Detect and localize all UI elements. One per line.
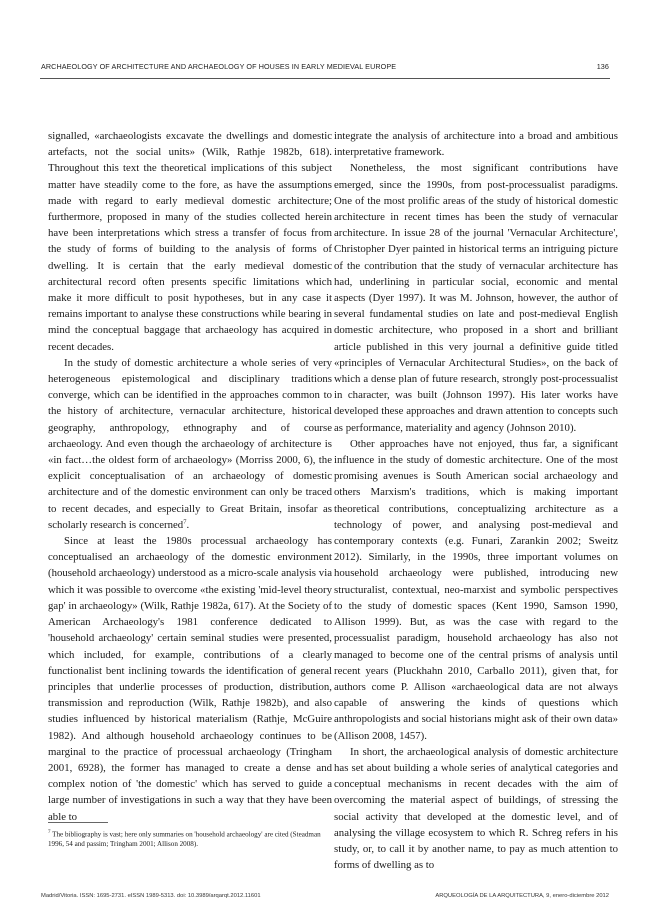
footnote <box>48 828 330 849</box>
footer-right: ARQUEOLOGÍA DE LA ARQUITECTURA, 9, enero-diciembre 2012 <box>435 893 609 899</box>
page-footer <box>41 893 609 903</box>
paragraph: Nonetheless, the most significant contributions have emerged, since the 1990s, from post-processualist paradigms. One of the most prolific areas of the study of historical domestic architecture in recent times has been the study of vernacular architecture. In issue 28 of the journal 'Vernacular Architecture', Christopher Dyer painted in historical terms an intriguing picture of the contribution that the study of vernacular architecture has had, underlining in particular social, economic and mental aspects (Dyer 1997). It was M. Johnson, however, the author of several fundamental studies on late and post-medieval English domestic architecture, who proposed in a short and brilliant article published in this very journal a definitive guide titled «principles of Vernacular Architectural Studies», on the back of which a dense plan of future research, strongly post-processualist in character, was built (Johnson 1997). His later works have developed these approaches and drawn attention to concepts such as performance, materiality and agency (Johnson 2010). <box>334 162 618 434</box>
footnote-rule <box>48 822 108 823</box>
paragraph: In short, the archaeological analysis of domestic architecture has set about building a whole series of analytical categories and conceptual mechanisms in recent decades with the aim of overcoming the material aspect of buildings, of stressing the social activity that developed at the domestic level, and of analysing the village ecosystem to which R. Schreg refers in his study, or, to call it by another name, to pay as much attention to forms of dwelling as to <box>334 745 618 872</box>
left-column <box>48 128 332 825</box>
footnote-text: The bibliography is vast; here only summaries on 'household archaeology' are cited (Steadman 1996, 54 and passim; Tringham 2001; Allison 2008). <box>48 830 321 849</box>
header-rule <box>40 78 610 79</box>
right-column <box>334 128 618 873</box>
paragraph: integrate the analysis of architecture into a broad and ambitious interpretative framework. <box>334 130 618 159</box>
running-title: ARCHAEOLOGY OF ARCHITECTURE AND ARCHAEOLOGY OF HOUSES IN EARLY MEDIEVAL EUROPE <box>41 62 397 71</box>
paragraph <box>48 355 332 533</box>
paragraph: signalled, «archaeologists excavate the dwellings and domestic artefacts, not the social units» (Wilk, Rathje 1982b, 618). Throughout this text the theoretical implications of this subject matter have steadily come to the fore, as have the assumptions made with regard to early medieval domestic architecture; furthermore, proposed in many of the studies collected herein have been interpretations which stress a transfer of focus from the study of forms of building to the analysis of forms of dwelling. It is certain that the early medieval domestic architectural record often presents specific limitations which make it more difficult to posit hypotheses, but in any case it remains important to analyse these constructions while bearing in mind the conceptual baggage that archaeology has acquired in recent decades. <box>48 130 332 353</box>
footnote-marker: 7 <box>48 830 51 835</box>
paragraph: Other approaches have not enjoyed, thus far, a significant influence in the study of domestic architecture. One of the most promising avenues is South American social archaeology and others Marxism's traditions, which is making important theoretical contributions, conceptualizing architecture as a technology of power, and analysing post-medieval and contemporary contexts (e.g. Funari, Zarankin 2002; Sweitz 2012). Similarly, in the 1990s, three important volumes on household archaeology were published, introducing new structuralist, contextual, neo-marxist and symbolic perspectives to the study of domestic spaces (Kent 1990, Samson 1990, Allison 1999). But, as was the case with regard to the processualist paradigm, household archaeology has also not managed to become one of the central prisms of analysis until recent years (Pluckhahn 2010, Carballo 2011), given that, for authors come P. Allison «archaeological data are not always capable of answering the kinds of questions which anthropologists and social historians might ask of their own data» (Allison 2008, 1457). <box>334 437 618 742</box>
paragraph-end: . <box>186 518 190 531</box>
footer-left: Madrid/Vitoria. ISSN: 1695-2731. eISSN 1989-5313. doi: 10.3989/arqarqt.2012.11601 <box>41 893 261 899</box>
footnote-ref[interactable]: 7 <box>183 518 187 526</box>
page-number: 136 <box>596 62 609 71</box>
paragraph: Since at least the 1980s processual archaeology has conceptualised an archaeology of the domestic environment (household archaeology) understood as a micro-scale analysis via which it was possible to overcome «the existing 'mid-level theory gap' in archaeology» (Wilk, Rathje 1982a, 617). At the Society of American Archaeology's 1981 conference dedicated to 'household archaeology' certain seminal studies were presented, which included, for example, contributions of a clearly functionalist bent inclining towards the identification of general principles that underlie processes of production, distribution, transmission and reproduction (Wilk, Rathje 1982b), and also studies influenced by historical materialism (Rathje, McGuire 1982). And although household archaeology continues to be marginal to the practice of processual archaeology (Tringham 2001, 6928), the former has managed to create a dense and complex notion of 'the domestic' which has served to guide a large number of investigations in such a way that they have been able to <box>48 535 332 823</box>
running-header <box>41 62 609 74</box>
paragraph-text: In the study of domestic architecture a whole series of very heterogeneous epistemological and disciplinary traditions converge, which can be identified in the approaches common to the history of architecture, vernacular architecture, historical geography, anthropology, ethnography and of course archaeology. And even though the archaeology of architecture is «in fact…the oldest form of archaeology» (Morriss 2000, 6), the explicit conceptualisation of an archaeology of domestic architecture and of the domestic environment can only be traced to recent decades, and especially to Great Britain, insofar as scholarly research is concerned <box>48 356 332 531</box>
